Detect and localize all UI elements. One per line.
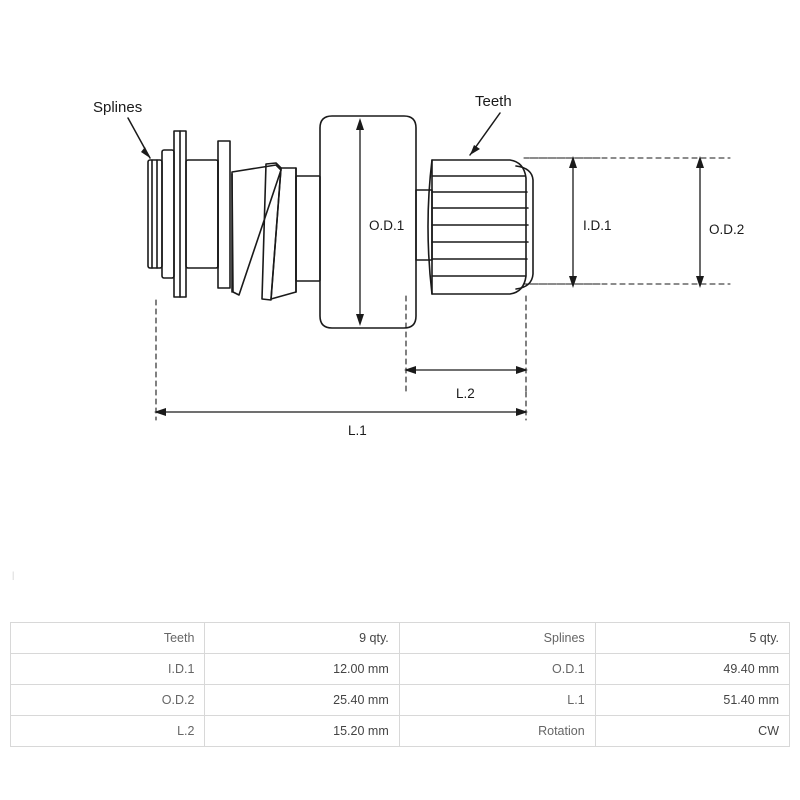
pinion-gear — [428, 160, 533, 294]
dim-label-od1: O.D.1 — [369, 218, 405, 233]
spline-shaft-group — [148, 131, 230, 297]
spec-label-od1: O.D.1 — [399, 654, 595, 685]
table-row — [11, 654, 790, 685]
spec-label-rotation: Rotation — [399, 716, 595, 747]
dim-label-id1: I.D.1 — [583, 218, 612, 233]
table-row — [11, 623, 790, 654]
dim-l2 — [404, 296, 528, 392]
dim-label-l2: L.2 — [456, 386, 475, 401]
specifications-table — [10, 622, 790, 747]
spring-coil-group — [232, 163, 296, 300]
spec-label-teeth: Teeth — [11, 623, 205, 654]
table-row — [11, 716, 790, 747]
callout-teeth-leader — [470, 113, 500, 155]
spec-value-teeth: 9 qty. — [205, 623, 399, 654]
pinion-neck — [416, 190, 432, 260]
dim-label-od2: O.D.2 — [709, 222, 745, 237]
callout-splines-leader — [128, 118, 150, 158]
callout-label-splines: Splines — [93, 99, 143, 116]
table-row — [11, 685, 790, 716]
spec-value-rotation: CW — [595, 716, 789, 747]
spec-label-od2: O.D.2 — [11, 685, 205, 716]
callout-label-teeth: Teeth — [475, 93, 512, 110]
spec-label-splines: Splines — [399, 623, 595, 654]
spec-label-id1: I.D.1 — [11, 654, 205, 685]
spec-value-od2: 25.40 mm — [205, 685, 399, 716]
dim-label-l1: L.1 — [348, 423, 367, 438]
spec-value-splines: 5 qty. — [595, 623, 789, 654]
spec-value-id1: 12.00 mm — [205, 654, 399, 685]
center-shaft-group — [296, 176, 320, 281]
dim-od1 — [356, 118, 364, 326]
spec-label-l1: L.1 — [399, 685, 595, 716]
spec-label-l2: L.2 — [11, 716, 205, 747]
spec-value-l2: 15.20 mm — [205, 716, 399, 747]
spec-value-od1: 49.40 mm — [595, 654, 789, 685]
dim-od2 — [530, 156, 730, 288]
dim-l1 — [154, 300, 528, 420]
spec-value-l1: 51.40 mm — [595, 685, 789, 716]
corner-mark: | — [12, 570, 15, 580]
